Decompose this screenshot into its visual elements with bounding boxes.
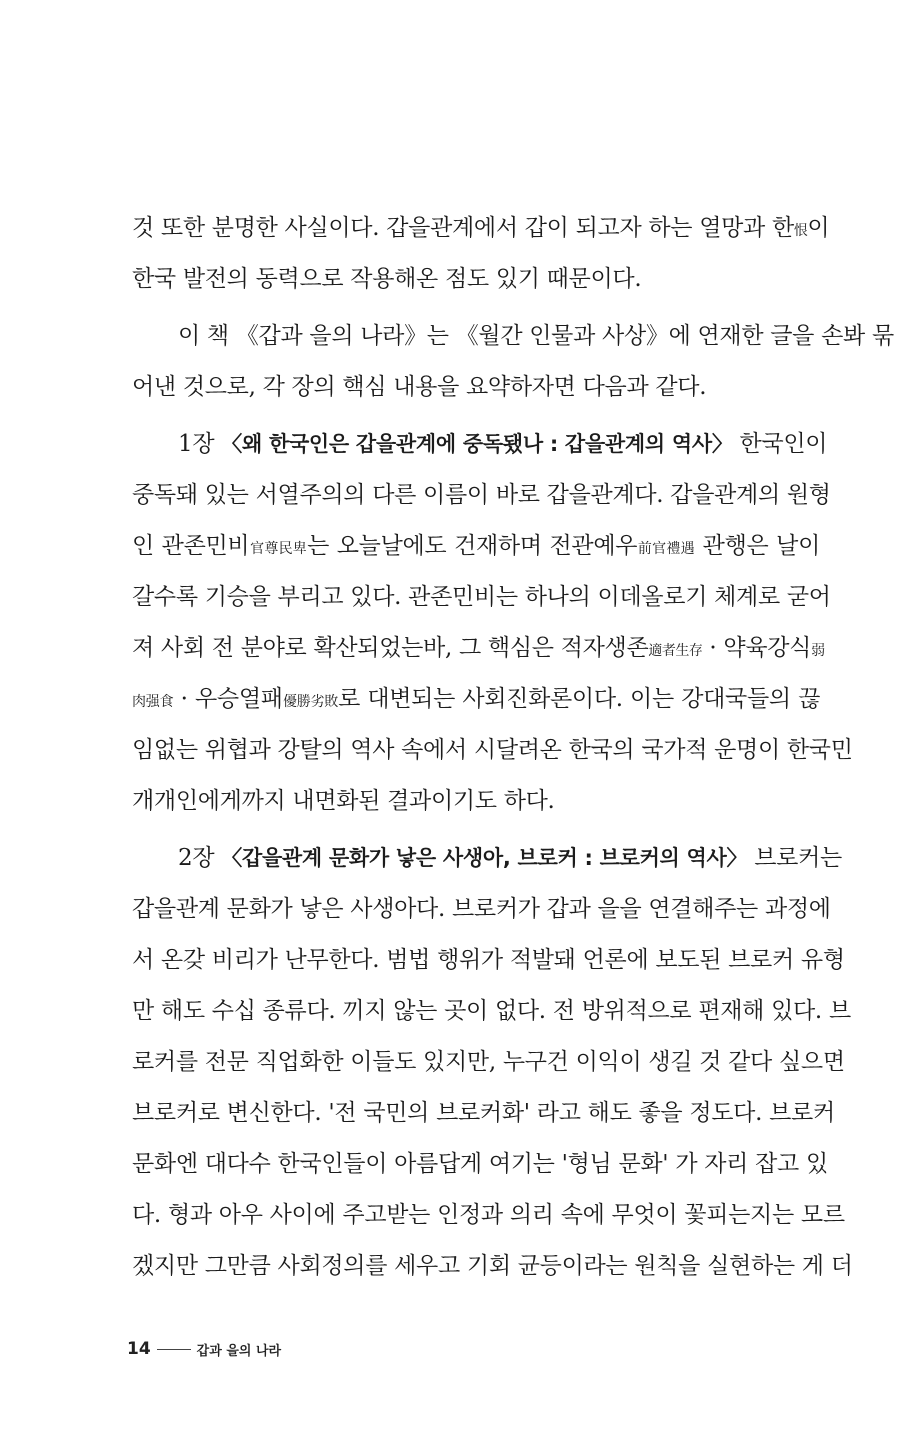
chapter-1-heading-line: 1장 〈왜 한국인은 갑을관계에 중독됐나 : 갑을관계의 역사〉 한국인이 [178, 431, 828, 457]
hanja-annotation: 弱 [811, 643, 825, 659]
hanja-annotation: 官尊民卑 [249, 541, 308, 557]
page-footer [127, 1336, 281, 1362]
text-line: 임없는 위협과 강탈의 역사 속에서 시달려온 한국의 국가적 운명이 한국민 [132, 737, 853, 763]
text-line: 이 책 《갑과 을의 나라》는 《월간 인물과 사상》에 연재한 글을 손봐 묶 [178, 323, 894, 349]
hanja-annotation: 適者生存 [648, 643, 703, 659]
hanja-annotation: 優勝劣敗 [282, 694, 339, 710]
chapter-2-heading-line: 2장 〈갑을관계 문화가 낳은 사생아, 브로커 : 브로커의 역사〉 브로커는 [178, 845, 842, 871]
text-line: 어낸 것으로, 각 장의 핵심 내용을 요약하자면 다음과 같다. [132, 374, 707, 400]
chapter-title: 〈갑을관계 문화가 낳은 사생아, 브로커 : 브로커의 역사〉 [221, 846, 748, 870]
running-title: 갑과 을의 나라 [196, 1343, 282, 1359]
footer-divider [157, 1349, 191, 1350]
text-line: 브로커로 변신한다. '전 국민의 브로커화' 라고 해도 좋을 정도다. 브로커 [132, 1100, 835, 1126]
hanja-annotation: 恨 [793, 223, 808, 239]
text-line: 한국 발전의 동력으로 작용해온 점도 있기 때문이다. [132, 266, 642, 292]
text-line: 갑을관계 문화가 낳은 사생아다. 브로커가 갑과 을을 연결해주는 과정에 [132, 896, 831, 922]
text-line: 개개인에게까지 내면화된 결과이기도 하다. [132, 788, 555, 814]
text-line: 중독돼 있는 서열주의의 다른 이름이 바로 갑을관계다. 갑을관계의 원형 [132, 482, 831, 508]
text-line: 문화엔 대다수 한국인들이 아름답게 여기는 '형님 문화' 가 자리 잡고 있 [132, 1151, 828, 1177]
text-line: 서 온갖 비리가 난무한다. 범법 행위가 적발돼 언론에 보도된 브로커 유형 [132, 947, 845, 973]
hanja-annotation: 前官禮遇 [637, 541, 695, 557]
text-line: 다. 형과 아우 사이에 주고받는 인정과 의리 속에 무엇이 꽃피는지는 모르 [132, 1202, 845, 1228]
hanja-annotation: 肉强食 [132, 694, 174, 710]
text-line: 만 해도 수십 종류다. 끼지 않는 곳이 없다. 전 방위적으로 편재해 있다. 브 [132, 998, 851, 1024]
chapter-title: 〈왜 한국인은 갑을관계에 중독됐나 : 갑을관계의 역사〉 [221, 432, 733, 456]
chapter-number: 1장 [178, 431, 222, 457]
text-line: 겠지만 그만큼 사회정의를 세우고 기회 균등이라는 원칙을 실현하는 게 더 [132, 1253, 853, 1279]
text-line: 것 또한 분명한 사실이다. 갑을관계에서 갑이 되고자 하는 열망과 한恨이 [132, 215, 830, 241]
text-line: 肉强食 · 우승열패優勝劣敗로 대변되는 사회진화론이다. 이는 강대국들의 끊 [132, 686, 820, 712]
text-line: 인 관존민비官尊民卑는 오늘날에도 건재하며 전관예우前官禮遇 관행은 날이 [132, 533, 821, 559]
text-line: 갈수록 기승을 부리고 있다. 관존민비는 하나의 이데올로기 체계로 굳어 [132, 584, 831, 610]
text-line: 져 사회 전 분야로 확산되었는바, 그 핵심은 적자생존適者生存 · 약육강식弱 [132, 635, 825, 661]
page-body [132, 203, 894, 1292]
text-line: 로커를 전문 직업화한 이들도 있지만, 누구건 이익이 생길 것 같다 싶으면 [132, 1049, 845, 1075]
page-number: 14 [127, 1339, 151, 1359]
chapter-number: 2장 [178, 845, 222, 871]
